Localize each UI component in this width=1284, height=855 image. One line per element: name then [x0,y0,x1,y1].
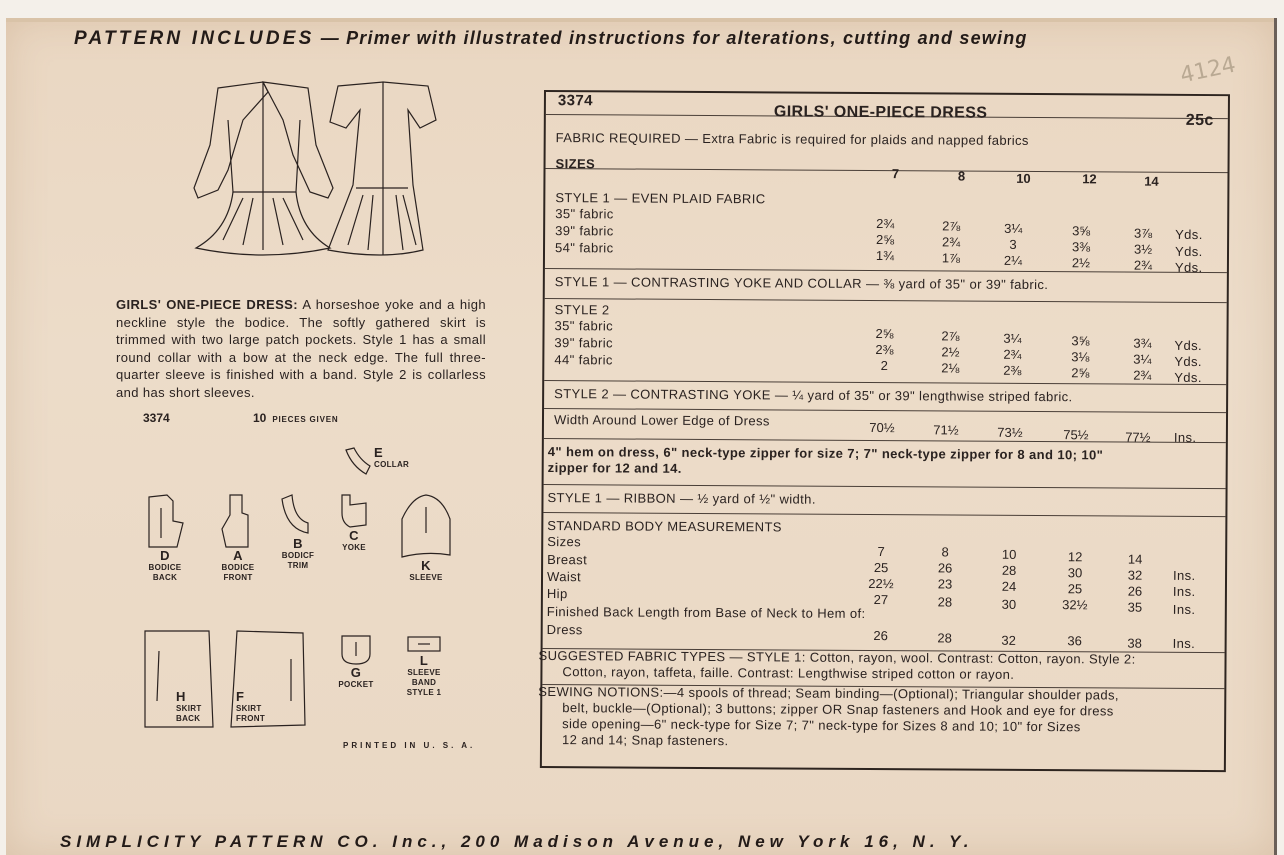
piece-a-bodice-front [216,493,260,583]
piece-name: SKIRT BACK [176,704,202,723]
envelope-top-fold [6,18,1274,22]
unit: Yds. [1174,369,1202,386]
body-measurements-section [543,512,1226,653]
size-12: 12 [1082,171,1097,187]
row-label: Hip [546,586,568,602]
suggested-fabrics-line-1: SUGGESTED FABRIC TYPES — STYLE 1: Cotton, rayon, wool. Contrast: Cotton, rayon. Style 2: [538,647,1136,667]
sewing-notions-line-4: 12 and 14; Snap fasteners. [561,732,729,749]
pocket-shape-icon [340,634,372,666]
cell: 1⅞ [941,250,961,266]
unit: Ins. [1173,429,1197,445]
row-label: 39" fabric [555,223,614,239]
row-label: 35" fabric [555,206,614,222]
cell: 10 [1001,546,1017,562]
heading-rest: — Primer with illustrated instructions for alterations, cutting and sewing [320,28,1028,48]
cell: 1¾ [875,248,895,264]
publisher-footer: SIMPLICITY PATTERN CO. Inc., 200 Madison Avenue, New York 16, N. Y. [60,832,974,851]
yoke-shape-icon [336,493,372,529]
sewing-notions-line-2: belt, buckle—(Optional); 3 buttons; zipper OR Snap fasteners and Hook and eye for dress [562,700,1114,719]
row-label: 44" fabric [554,352,613,368]
description-title: GIRLS' ONE-PIECE DRESS: [116,297,298,312]
cell: 7 [877,544,885,560]
unit: Yds. [1174,353,1203,370]
piece-l-sleeve-band [404,634,444,698]
size-7: 7 [891,166,900,182]
unit: Yds. [1174,259,1203,276]
piece-name: POCKET [338,680,374,689]
pieces-line [143,411,339,425]
cell: 28 [937,594,953,610]
cell: 14 [1127,551,1143,567]
cell: 36 [1067,633,1082,649]
cell: 2⅜ [875,342,894,358]
cell: 2⅛ [941,360,960,376]
cell: 25 [1067,581,1083,597]
cell: 3¼ [1004,220,1023,236]
piece-name: SKIRT FRONT [236,704,266,723]
sizes-label: SIZES [555,156,596,172]
row-label: Waist [546,569,582,585]
cell: 28 [1001,562,1017,578]
piece-letter: D [160,548,170,563]
sewing-notions-line-1: SEWING NOTIONS:—4 spools of thread; Seam binding—(Optional); Triangular shoulder pads, [538,683,1120,703]
unit: Yds. [1175,226,1203,243]
piece-d-bodice-back [143,493,187,583]
piece-name: BODICE BACK [148,563,182,582]
row-label: 54" fabric [554,240,614,256]
pieces-count: 10 [253,411,267,425]
cell: 2⅞ [941,328,960,344]
piece-letter: L [419,653,429,668]
sleeve-band-shape-icon [406,634,442,654]
sewing-notions-row [538,683,1224,768]
cell: 32 [1127,567,1143,583]
pattern-number: 3374 [143,411,170,425]
chart-pattern-number: 3374 [557,92,593,110]
piece-name: SLEEVE [409,573,443,582]
sizes-row [546,144,1228,189]
cell: 3⅝ [1072,223,1091,239]
fabric-required-note: FABRIC REQUIRED — Extra Fabric is required for plaids and napped fabrics [555,130,1029,148]
piece-h-label [176,690,210,724]
size-14: 14 [1144,173,1159,189]
description-body: A horseshoe yoke and a high neckline style the bodice. The softly gathered skirt is trimmed with two large patch pockets. Style 1 has a small round collar with a bow at the neck edge. The full three-quarter sleeve is finished with a band. Style 2 is collarless and has short sleeves. [116,297,487,400]
row-label: Sizes [547,534,582,550]
cell: 22½ [868,575,894,592]
piece-g-pocket [336,634,376,690]
pattern-description [116,296,486,401]
cell: 3 [1009,236,1017,252]
collar-shape-icon [344,446,374,476]
piece-name: SLEEVE BAND STYLE 1 [406,668,442,697]
row-label: Finished Back Length from Base of Neck to Hem of: [546,604,866,621]
cell: 25 [873,560,889,576]
piece-name: YOKE [342,543,366,552]
piece-letter: H [176,689,186,704]
piece-letter: G [350,665,362,680]
piece-b-bodice-trim [276,493,320,571]
cell: 75½ [1063,427,1089,443]
piece-letter: C [349,528,359,543]
style2-contrast-note: STYLE 2 — CONTRASTING YOKE — ¼ yard of 35" or 39" lengthwise striped fabric. [554,386,1073,405]
cell: 2⅜ [1003,362,1022,378]
cell: 3¼ [1003,330,1022,346]
style1-plaid-heading: STYLE 1 — EVEN PLAID FABRIC [555,190,766,207]
cell: 2 [880,358,888,374]
dress-back-views-illustration [188,80,438,260]
cell: 8 [941,544,949,560]
cell: 32½ [1062,597,1088,613]
cell: 71½ [933,422,959,438]
pieces-count-group [253,411,338,425]
chart-price: 25c [1185,111,1214,130]
bodice-back-shape-icon [145,493,185,549]
cell: 27 [873,592,889,608]
cell: 38 [1127,635,1142,651]
heading-lead: PATTERN INCLUDES [74,28,315,49]
cell: 2⅝ [875,326,894,342]
suggested-fabrics-row [538,647,1224,689]
piece-letter: B [293,536,303,551]
hem-note-line-2: zipper for 12 and 14. [547,460,682,476]
piece-k-sleeve [396,493,456,583]
piece-f-label [236,690,270,724]
cell: 30 [1067,565,1083,581]
piece-c-yoke [332,493,376,553]
cell: 35 [1127,599,1143,615]
cell: 2½ [941,344,960,360]
cell: 77½ [1125,429,1151,445]
row-label: Dress [546,622,583,638]
cell: 28 [937,630,952,646]
cell: 73½ [997,424,1023,440]
chart-title: GIRLS' ONE-PIECE DRESS [773,103,988,122]
pieces-label: PIECES GIVEN [272,415,339,424]
cell: 3¼ [1133,351,1152,367]
cell: 2½ [1071,255,1091,271]
piece-letter: A [233,548,243,563]
cell: 2⅝ [876,232,895,248]
cell: 70½ [869,419,895,436]
pattern-includes-heading [74,28,1028,50]
piece-name: COLLAR [374,460,410,469]
body-measurements-heading: STANDARD BODY MEASUREMENTS [547,518,782,535]
cell: 12 [1067,549,1083,565]
cell: 2⅝ [1071,365,1090,381]
unit: Ins. [1172,635,1196,651]
printed-in-usa: PRINTED IN U. S. A. [343,741,476,750]
cell: 26 [1127,583,1143,599]
cell: 2¼ [1003,252,1023,268]
cell: 2¾ [1133,367,1152,383]
width-lower-edge-label: Width Around Lower Edge of Dress [553,412,770,429]
piece-e-label [374,446,409,470]
cell: 23 [937,576,953,592]
hem-zipper-row [544,438,1226,489]
cell: 32 [1001,632,1016,648]
ribbon-note: STYLE 1 — RIBBON — ½ yard of ½" width. [547,490,816,507]
piece-e-collar [344,446,374,476]
cell: 2⅞ [942,218,961,234]
style1-contrast-note: STYLE 1 — CONTRASTING YOKE AND COLLAR — ⅜ yard of 35" or 39" fabric. [554,274,1049,293]
size-8: 8 [957,168,966,184]
piece-name: BODICE FRONT [221,563,255,582]
pencil-mark: 4124 [1178,52,1238,89]
style1-plaid-section [545,182,1228,276]
piece-letter: F [236,689,245,704]
cell: 30 [1001,596,1017,612]
cell: 26 [873,628,888,644]
cell: 2¾ [876,216,895,232]
cell: 26 [937,560,953,576]
cell: 3⅝ [1071,333,1090,349]
sewing-notions-line-3: side opening—6" neck-type for Size 7; 7" neck-type for Sizes 8 and 10; 10" for Sizes [562,716,1081,735]
bodice-trim-shape-icon [278,493,318,537]
piece-letter: K [421,558,431,573]
row-label: 35" fabric [554,318,614,334]
row-label: Breast [547,552,588,568]
size-10: 10 [1016,170,1031,186]
row-label: 39" fabric [554,335,613,351]
piece-name: BODICF TRIM [281,551,315,570]
unit: Yds. [1174,243,1203,260]
cell: 3½ [1133,241,1153,257]
cell: 3⅞ [1134,225,1153,241]
style2-section [544,298,1226,385]
cell: 2¾ [941,234,961,250]
unit: Ins. [1173,567,1196,583]
style2-heading: STYLE 2 [554,302,610,318]
bodice-front-shape-icon [218,493,258,549]
cell: 3⅛ [1071,349,1090,365]
cell: 3¾ [1133,335,1152,351]
unit: Ins. [1172,583,1196,599]
unit: Ins. [1172,601,1196,617]
hem-note-line-1: 4" hem on dress, 6" neck-type zipper for size 7; 7" neck-type zipper for 8 and 10; 10" [547,444,1104,463]
cell: 2¾ [1133,257,1153,273]
cell: 24 [1001,578,1017,594]
piece-letter: E [374,445,383,460]
unit: Yds. [1174,337,1203,354]
sleeve-shape-icon [398,493,454,559]
cell: 3⅜ [1071,239,1091,255]
cell: 2¾ [1003,346,1022,362]
fabric-chart [540,90,1230,772]
suggested-fabrics-line-2: Cotton, rayon, taffeta, faille. Contrast: Lengthwise striped cotton or rayon. [562,664,1015,682]
